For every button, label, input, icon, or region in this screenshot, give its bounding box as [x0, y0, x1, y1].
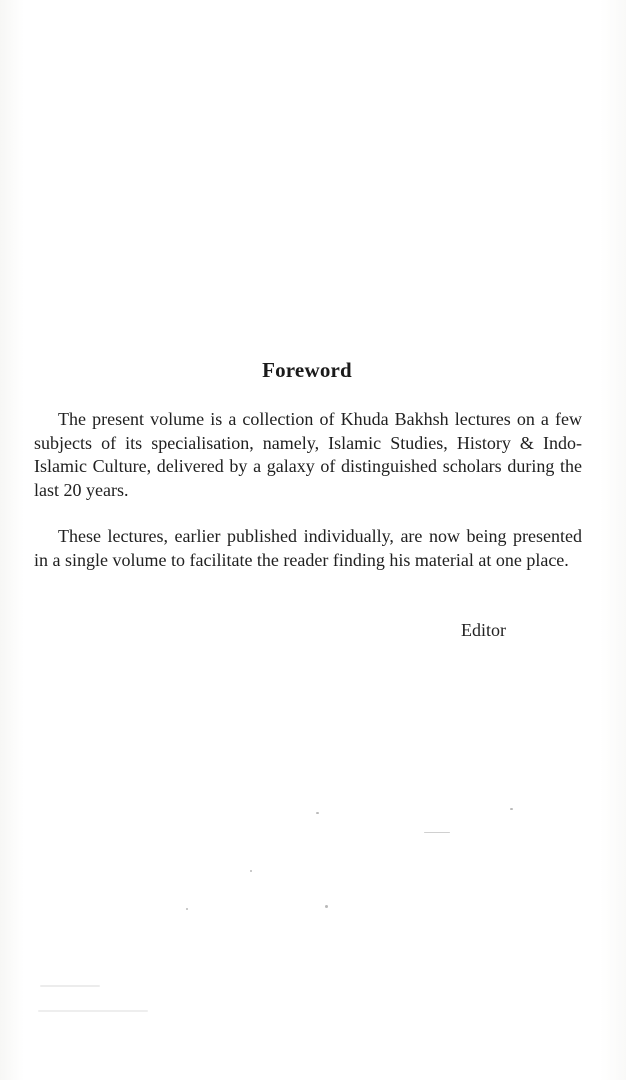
scan-speck: [424, 832, 450, 833]
page-title: Foreword: [262, 358, 352, 382]
scan-speck: [510, 808, 513, 810]
scan-speck: [40, 985, 100, 987]
editor-signature: Editor: [461, 620, 506, 640]
scan-speck: [316, 812, 319, 814]
foreword-paragraph-1: The present volume is a collection of Khuda Bakhsh lectures on a few subjects of its specialisation, namely, Islamic Studies, History & Indo-Islamic Culture, delivered by a galaxy of distinguished scholars during the last 20 years.: [34, 409, 582, 500]
scan-speck: [250, 870, 252, 872]
scan-speck: [186, 908, 188, 910]
foreword-paragraph-2: These lectures, earlier published individually, are now being presented in a single volume to facilitate the reader finding his material at one place.: [34, 526, 582, 570]
scan-speck: [325, 905, 328, 908]
scan-speck: [38, 1010, 148, 1012]
